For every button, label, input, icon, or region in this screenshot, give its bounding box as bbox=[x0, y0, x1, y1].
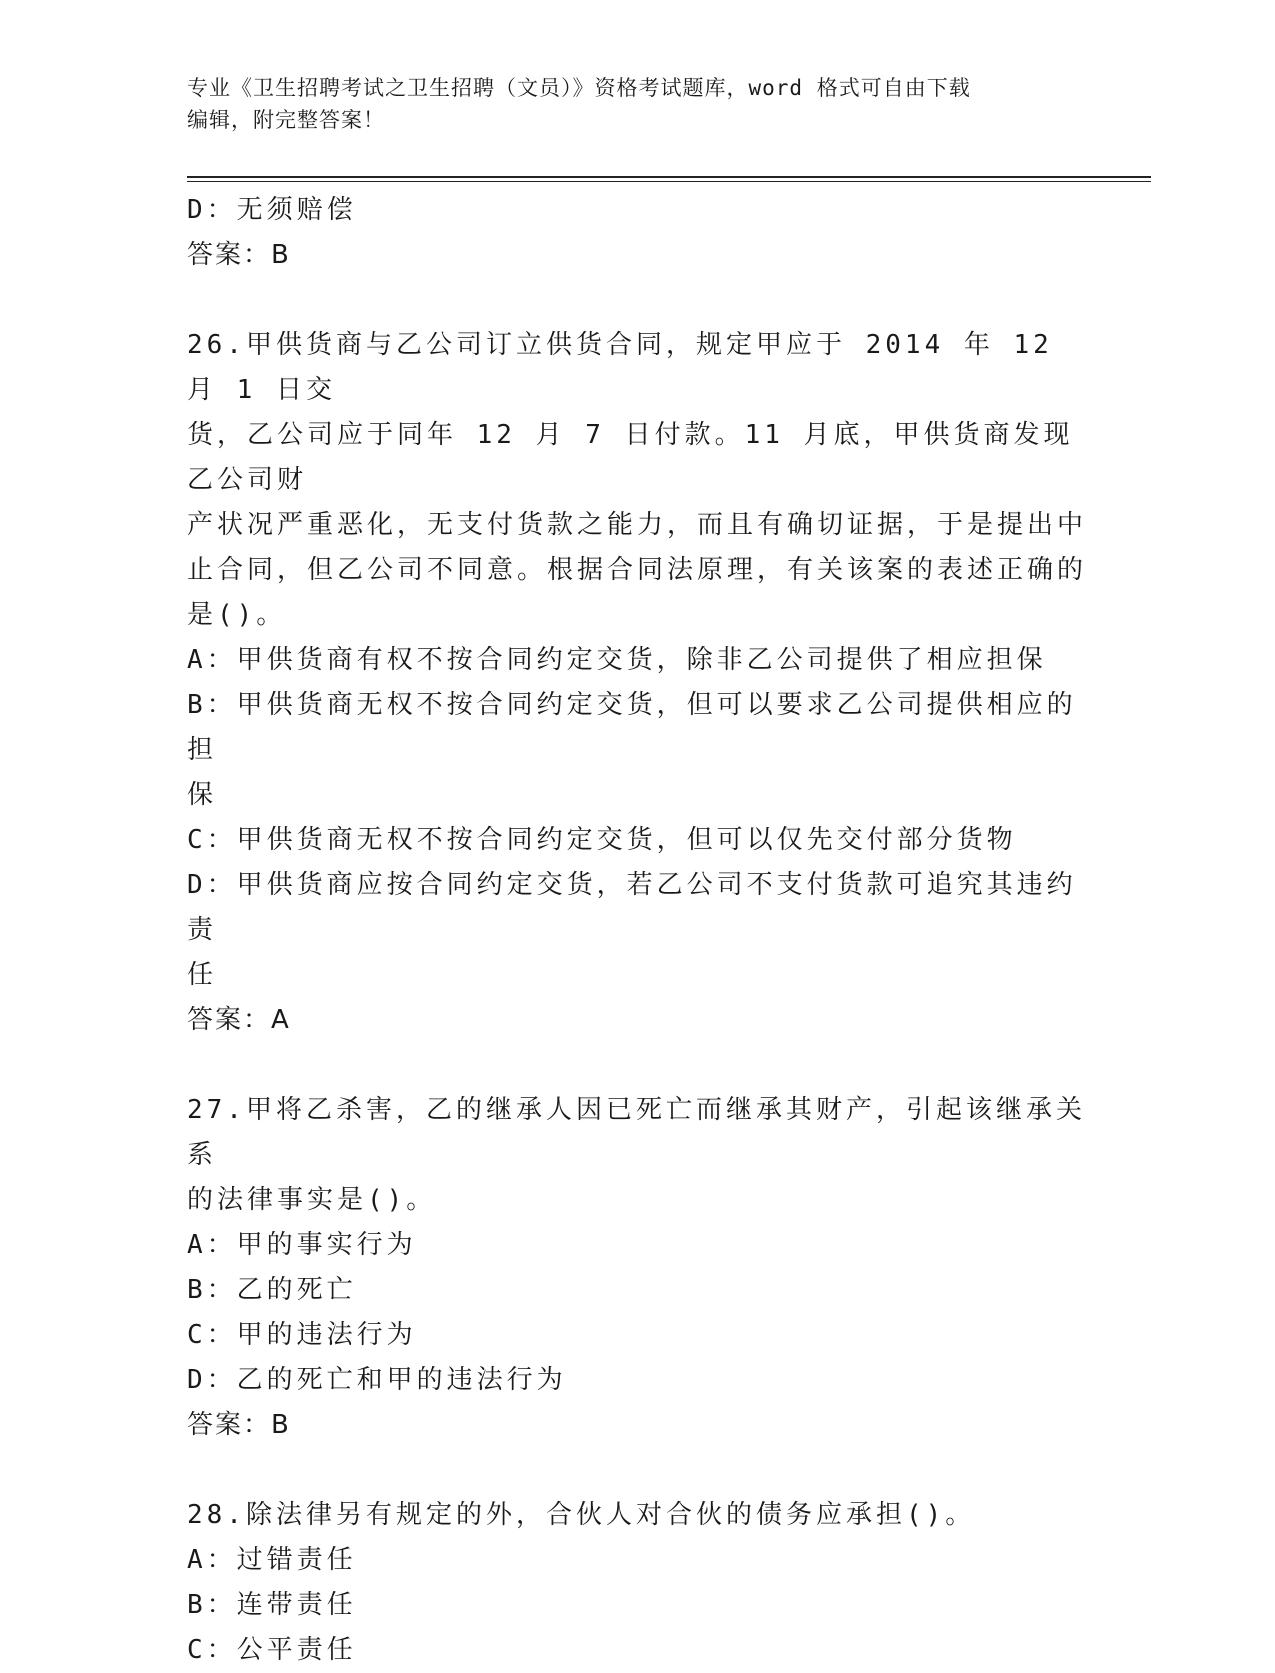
option-d: D：甲供货商应按合同约定交货，若乙公司不支付货款可追究其违约责 bbox=[187, 870, 1077, 945]
question-28 bbox=[187, 1493, 1087, 1673]
answer-line: 答案：B bbox=[187, 1410, 291, 1440]
option-b-continued: 保 bbox=[187, 780, 218, 810]
question-stem-line: 止合同，但乙公司不同意。根据合同法原理，有关该案的表述正确的 bbox=[187, 555, 1088, 585]
option-d: D：乙的死亡和甲的违法行为 bbox=[187, 1365, 567, 1395]
question-25 bbox=[187, 188, 1087, 278]
question-stem-line: 货，乙公司应于同年 12 月 7 日付款。11 月底，甲供货商发现乙公司财 bbox=[187, 420, 1074, 495]
question-stem-line: 是()。 bbox=[187, 600, 287, 630]
spacer bbox=[187, 278, 1087, 323]
question-stem-line: 27.甲将乙杀害，乙的继承人因已死亡而继承其财产，引起该继承关系 bbox=[187, 1095, 1086, 1170]
option-b: B：甲供货商无权不按合同约定交货，但可以要求乙公司提供相应的担 bbox=[187, 690, 1077, 765]
answer-line: 答案：B bbox=[187, 240, 291, 270]
page-header bbox=[187, 72, 1067, 136]
question-stem-line: 的法律事实是()。 bbox=[187, 1185, 437, 1215]
answer-line: 答案：A bbox=[187, 1005, 291, 1035]
question-stem-line: 产状况严重恶化，无支付货款之能力，而且有确切证据，于是提出中 bbox=[187, 510, 1088, 540]
question-27 bbox=[187, 1088, 1087, 1448]
header-title-line-2: 编辑，附完整答案！ bbox=[187, 108, 385, 132]
option-c: C：甲供货商无权不按合同约定交货，但可以仅先交付部分货物 bbox=[187, 825, 1017, 855]
option-d-continued: 任 bbox=[187, 960, 218, 990]
question-stem-line: 26.甲供货商与乙公司订立供货合同，规定甲应于 2014 年 12 月 1 日交 bbox=[187, 330, 1073, 405]
question-content bbox=[187, 188, 1087, 1673]
option-b: B：连带责任 bbox=[187, 1590, 357, 1620]
question-stem-line: 28.除法律另有规定的外，合伙人对合伙的债务应承担()。 bbox=[187, 1500, 976, 1530]
header-title-line-1: 专业《卫生招聘考试之卫生招聘（文员）》资格考试题库，word 格式可自由下载 bbox=[187, 76, 971, 100]
option-c: C：公平责任 bbox=[187, 1635, 357, 1665]
spacer bbox=[187, 1448, 1087, 1493]
question-26 bbox=[187, 323, 1087, 1043]
header-divider-thin bbox=[187, 181, 1151, 182]
option-a: A：过错责任 bbox=[187, 1545, 357, 1575]
option-d: D：无须赔偿 bbox=[187, 195, 357, 225]
option-c: C：甲的违法行为 bbox=[187, 1320, 417, 1350]
header-divider bbox=[187, 176, 1151, 178]
option-a: A：甲供货商有权不按合同约定交货，除非乙公司提供了相应担保 bbox=[187, 645, 1047, 675]
option-a: A：甲的事实行为 bbox=[187, 1230, 417, 1260]
option-b: B：乙的死亡 bbox=[187, 1275, 357, 1305]
spacer bbox=[187, 1043, 1087, 1088]
